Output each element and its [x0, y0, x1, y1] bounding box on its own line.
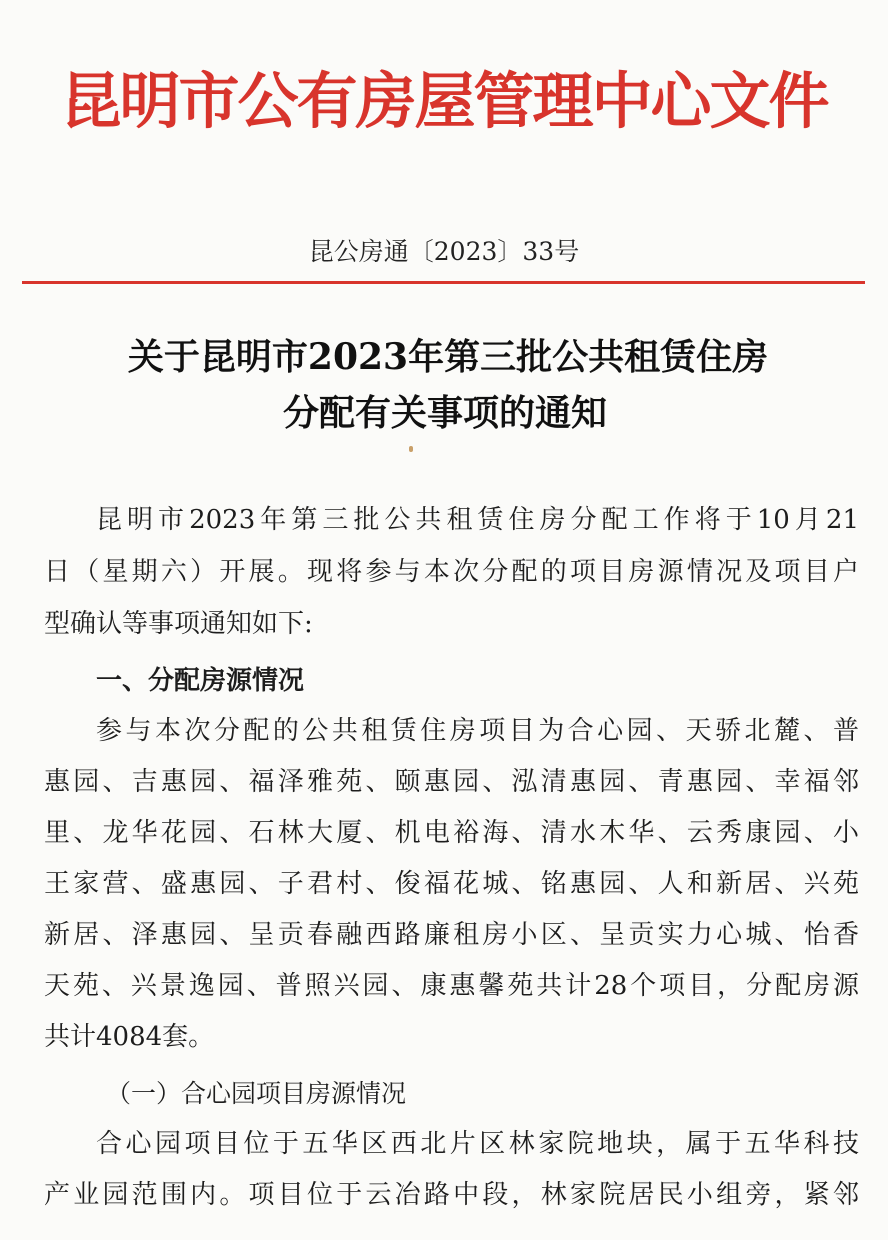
section-heading-1: 一、分配房源情况	[96, 666, 305, 696]
paragraph-line: 产业园范围内。项目位于云冶路中段，林家院居民小组旁，紧邻	[44, 1180, 859, 1210]
paragraph-line: 天苑、兴景逸园、普照兴园、康惠馨苑共计28个项目，分配房源	[44, 971, 859, 1001]
intro-line-3: 型确认等事项通知如下:	[44, 609, 313, 639]
document-number: 昆公房通〔2023〕33号	[308, 237, 580, 266]
intro-line-2: 日（星期六）开展。现将参与本次分配的项目房源情况及项目户	[44, 557, 859, 587]
paragraph-line: 王家营、盛惠园、子君村、俊福花城、铭惠园、人和新居、兴苑	[44, 869, 859, 899]
paragraph-line: 里、龙华花园、石林大厦、机电裕海、清水木华、云秀康园、小	[44, 818, 859, 848]
paragraph-line: 共计4084套。	[44, 1022, 215, 1052]
paragraph-line: 新居、泽惠园、呈贡春融西路廉租房小区、呈贡实力心城、怡香	[44, 920, 859, 950]
notice-title-line-2: 分配有关事项的通知	[282, 392, 607, 434]
scan-speck	[409, 446, 413, 452]
issuer-title: 昆明市公有房屋管理中心文件	[60, 66, 828, 137]
notice-title-line-1: 关于昆明市2023年第三批公共租赁住房	[127, 336, 769, 378]
paragraph-line: 合心园项目位于五华区西北片区林家院地块，属于五华科技	[96, 1129, 859, 1159]
intro-line-1: 昆明市2023年第三批公共租赁住房分配工作将于10月21	[96, 505, 859, 535]
paragraph-line: 参与本次分配的公共租赁住房项目为合心园、天骄北麓、普	[96, 716, 859, 746]
subsection-heading-1: （一）合心园项目房源情况	[106, 1079, 407, 1108]
red-divider-line	[22, 281, 865, 284]
paragraph-line: 惠园、吉惠园、福泽雅苑、颐惠园、泓清惠园、青惠园、幸福邻	[44, 767, 859, 797]
